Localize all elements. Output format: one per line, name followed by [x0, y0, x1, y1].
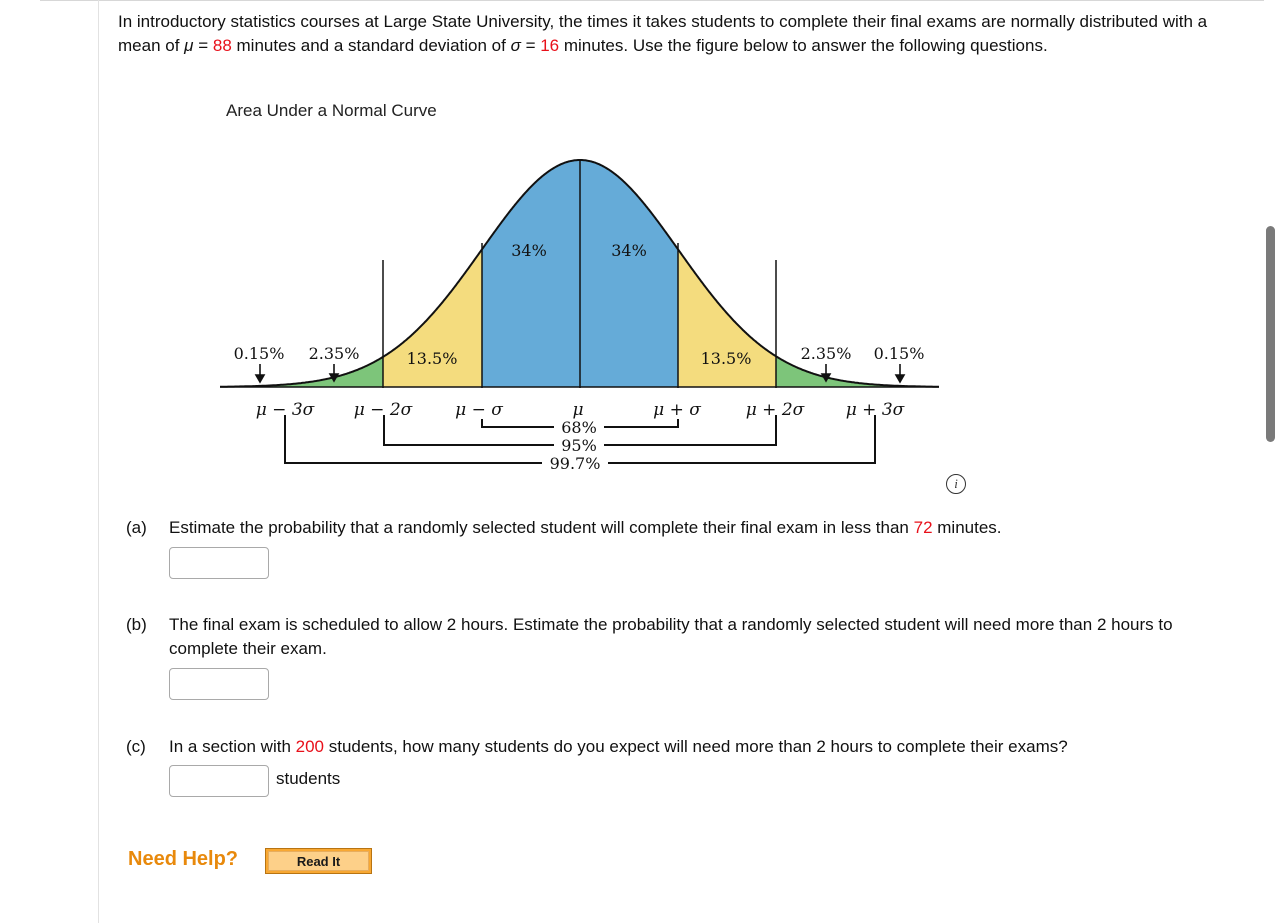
axis-label: μ + 3σ [845, 400, 905, 420]
pct-label: 34% [611, 241, 647, 260]
problem-statement: In introductory statistics courses at Large State University, the times it takes students to complete their final exams are normally distributed with a mean of μ = 88 minutes and a standard deviation of σ = 16 minutes. Use the figure below to answer the following questions. [118, 12, 1208, 55]
pct-label: 13.5% [700, 349, 752, 368]
arrow-head [896, 375, 904, 382]
pct-label: 13.5% [406, 349, 458, 368]
answer-a-input[interactable] [169, 547, 269, 579]
axis-label: μ − 2σ [353, 400, 413, 420]
pct-label: 0.15% [233, 344, 285, 363]
normal-curve-figure [210, 145, 950, 475]
answer-b-input[interactable] [169, 668, 269, 700]
top-divider [40, 0, 1264, 1]
question-tag: (a) [126, 518, 147, 537]
need-help-label: Need Help? [128, 848, 239, 870]
answer-c-input[interactable] [169, 765, 269, 797]
question-tag: (b) [126, 615, 147, 634]
center-region-left [482, 160, 580, 387]
axis-label: μ + 2σ [745, 400, 805, 420]
range-label: 99.7% [549, 454, 601, 473]
section-size-value: 200 [295, 737, 324, 756]
mean-value: 88 [212, 36, 232, 55]
figure-caption: Area Under a Normal Curve [226, 101, 437, 120]
question-tag: (c) [126, 737, 146, 756]
answer-unit: students [276, 769, 341, 788]
pct-label: 34% [511, 241, 547, 260]
pct-label: 2.35% [308, 344, 360, 363]
range-label: 95% [561, 436, 597, 455]
axis-label: μ − σ [455, 400, 503, 420]
pct-label: 2.35% [800, 344, 852, 363]
sd-value: 16 [540, 36, 560, 55]
left-divider [98, 0, 99, 923]
scrollbar-thumb[interactable] [1266, 226, 1275, 442]
arrow-head [256, 375, 264, 382]
center-region-right [580, 160, 678, 387]
axis-label: μ + σ [653, 400, 701, 420]
threshold-value: 72 [913, 518, 933, 537]
axis-label: μ [572, 400, 584, 420]
read-it-button[interactable]: Read It [265, 848, 372, 874]
range-label: 68% [561, 418, 597, 437]
axis-label: μ − 3σ [255, 400, 315, 420]
pct-label: 0.15% [873, 344, 925, 363]
info-icon[interactable]: i [946, 474, 966, 494]
